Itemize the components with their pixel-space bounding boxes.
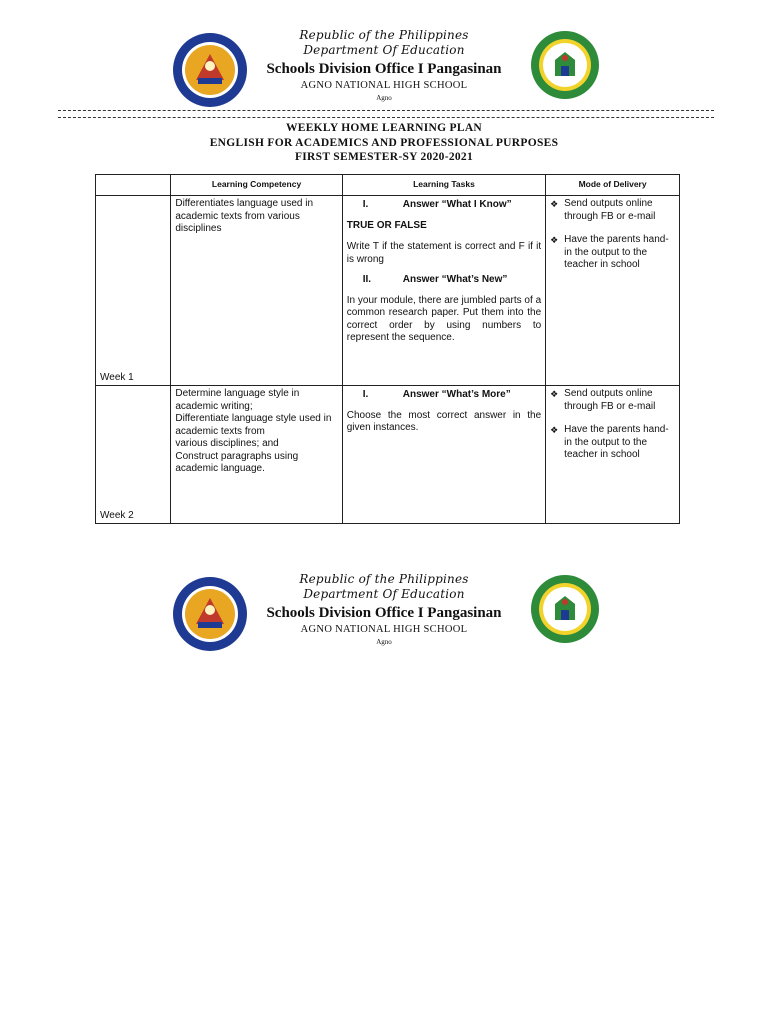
diamond-bullet-icon: ❖ — [550, 425, 559, 435]
school-name: AGNO NATIONAL HIGH SCHOOL — [300, 624, 468, 635]
republic-line: Republic of the Philippines — [299, 28, 469, 42]
delivery-item: ❖ Have the parents hand- in the output to the teacher in school — [550, 234, 669, 270]
school-name: AGNO NATIONAL HIGH SCHOOL — [300, 80, 468, 91]
table-row — [96, 386, 680, 524]
header-delivery: Mode of Delivery — [546, 175, 680, 196]
town-name: Agno — [376, 94, 392, 102]
title-line-3: FIRST SEMESTER-SY 2020-2021 — [294, 151, 474, 163]
learning-plan-table — [95, 174, 680, 524]
tasks-cell — [342, 386, 545, 524]
competency-cell: Differentiates language used in academic texts from various disciplines — [171, 196, 342, 386]
town-name: Agno — [376, 638, 392, 646]
task-heading — [347, 389, 541, 402]
delivery-item: ❖ Send outputs online through FB or e-mail — [550, 198, 656, 222]
header-divider — [58, 110, 714, 118]
task-title: Answer “What’s More” — [402, 389, 511, 400]
task-number: I. — [362, 389, 369, 400]
task-number: II. — [362, 274, 372, 285]
title-line-2: ENGLISH FOR ACADEMICS AND PROFESSIONAL PURPOSES — [209, 136, 559, 149]
republic-line: Republic of the Philippines — [299, 572, 469, 586]
task-number: I. — [362, 199, 369, 210]
header-competency: Learning Competency — [171, 175, 342, 196]
task-heading — [347, 274, 541, 287]
department-line: Department Of Education — [303, 587, 465, 601]
tasks-cell — [342, 196, 545, 386]
task-subheading: TRUE OR FALSE — [346, 219, 427, 231]
delivery-item: ❖ Send outputs online through FB or e-mail — [550, 388, 656, 412]
task-heading — [347, 199, 541, 212]
task-instruction: Choose the most correct answer in the given instances. — [346, 409, 542, 433]
division-name: Schools Division Office I Pangasinan — [266, 61, 502, 77]
department-line: Department Of Education — [303, 43, 465, 57]
task-title: Answer “What’s New” — [402, 274, 508, 285]
week-cell: Week 1 — [96, 196, 171, 386]
task-instruction: In your module, there are jumbled parts of a common research paper. Put them into the correct order by using numbers to represent the sequence. — [346, 294, 542, 343]
delivery-cell — [546, 386, 680, 524]
division-name: Schools Division Office I Pangasinan — [266, 605, 502, 621]
diamond-bullet-icon: ❖ — [550, 199, 559, 209]
plan-titles — [0, 121, 768, 165]
delivery-item: ❖ Have the parents hand- in the output to the teacher in school — [550, 424, 669, 460]
header-tasks: Learning Tasks — [342, 175, 545, 196]
diamond-bullet-icon: ❖ — [550, 235, 559, 245]
diamond-bullet-icon: ❖ — [550, 389, 559, 399]
delivery-cell — [546, 196, 680, 386]
header-week — [96, 175, 171, 196]
title-line-1: WEEKLY HOME LEARNING PLAN — [285, 122, 483, 134]
table-header-row — [96, 175, 680, 196]
task-title: Answer “What I Know” — [402, 199, 512, 210]
task-instruction: Write T if the statement is correct and F if it is wrong — [346, 241, 542, 265]
table-row — [96, 196, 680, 386]
competency-cell: Determine language style in academic writing; Differentiate language style used in academic texts from various disciplines; and Construct paragraphs using academic language. — [171, 386, 342, 524]
week-cell: Week 2 — [96, 386, 171, 524]
